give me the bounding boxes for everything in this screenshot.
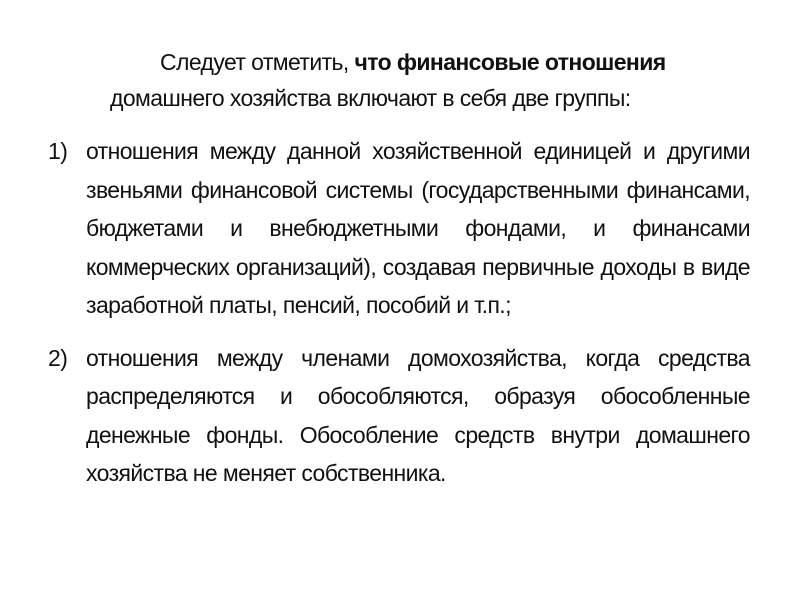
list-item-number: 2) bbox=[48, 344, 68, 371]
list-item-text: отношения между данной хозяйственной единицей и другими звеньями финансовой системы (государственными финансами, бюджетами и внебюджетными фондами, и финансами коммерческих организаций), создавая первичные доходы в виде заработной платы, пенсий, пособий и т.п.; bbox=[86, 138, 750, 318]
intro-second-line: домашнего хозяйства включают в себя две группы: bbox=[110, 85, 631, 111]
list-item bbox=[48, 339, 750, 493]
intro-bold-text: что финансовые отношения bbox=[354, 49, 666, 75]
intro-first-line bbox=[110, 44, 730, 80]
numbered-list bbox=[48, 132, 750, 493]
list-item-text: отношения между членами домохозяйства, когда средства распределяются и обособляются, образуя обособленные денежные фонды. Обособление средств внутри домашнего хозяйства не меняет собственника. bbox=[86, 344, 750, 486]
intro-lead-text: Следует отметить, bbox=[160, 49, 355, 75]
intro-paragraph bbox=[110, 44, 730, 116]
list-item-number: 1) bbox=[48, 138, 68, 164]
list-item bbox=[48, 132, 750, 325]
